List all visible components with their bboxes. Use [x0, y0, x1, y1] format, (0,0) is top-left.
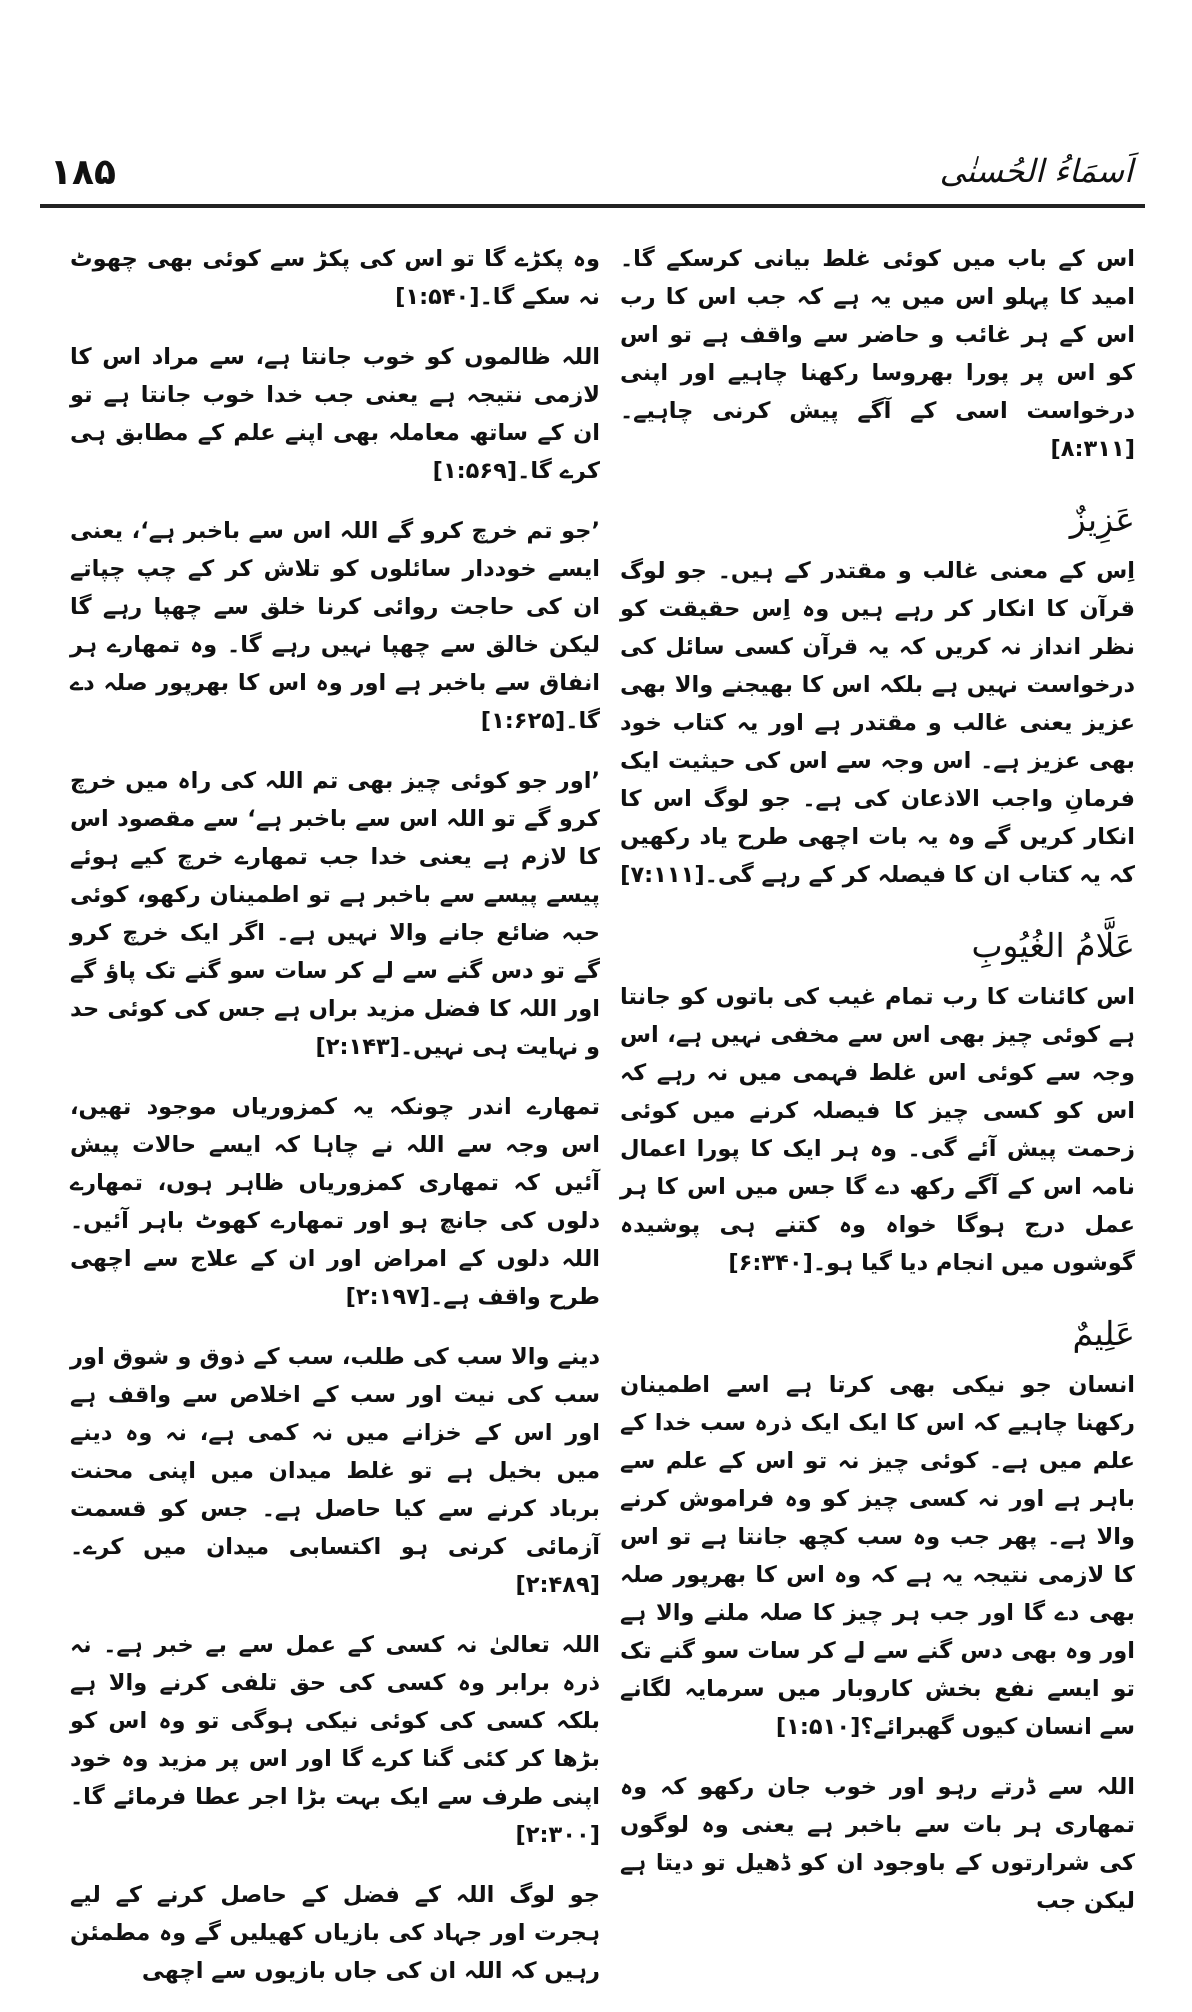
- section-heading-alim: عَلِیمٌ: [1072, 1314, 1135, 1353]
- section-heading-aziz: عَزِیزٌ: [1069, 500, 1135, 539]
- paragraph: اس کے باب میں کوئی غلط بیانی کرسکے گا۔ امید کا پہلو اس میں یہ ہے کہ جب اس کا رب اس کے ہر غائب و حاضر سے واقف ہے تو اس کو اس پر پورا بھروسا رکھنا چاہیے اور اپنی درخواست اسی کے آگے پیش کرنی چاہیے۔[۸:۳۱۱]: [620, 246, 1135, 462]
- paragraph: وہ پکڑے گا تو اس کی پکڑ سے کوئی بھی چھوٹ نہ سکے گا۔[۱:۵۴۰]: [70, 246, 600, 310]
- paragraph: انسان جو نیکی بھی کرتا ہے اسے اطمینان رکھنا چاہیے کہ اس کا ایک ایک ذرہ سب خدا کے علم میں ہے۔ کوئی چیز نہ تو اس کے علم سے باہر ہے اور نہ کسی چیز کو وہ فراموش کرنے والا ہے۔ پھر جب وہ سب کچھ جانتا ہے تو اس کا لازمی نتیجہ یہ ہے کہ وہ اس کا بھرپور صلہ بھی دے گا اور جب ہر چیز کا صلہ ملنے والا ہے اور وہ بھی دس گنے سے لے کر سات سو گنے تک تو ایسے نفع بخش کاروبار میں سرمایہ لگانے سے انسان کیوں گھبرائے؟[۱:۵۱۰]: [620, 1372, 1135, 1740]
- paragraph: اس کائنات کا رب تمام غیب کی باتوں کو جانتا ہے کوئی چیز بھی اس سے مخفی نہیں ہے، اس وجہ سے کوئی اس غلط فہمی میں نہ رہے کہ اس کو کسی چیز کا فیصلہ کرنے میں کوئی زحمت پیش آئے گی۔ وہ ہر ایک کا پورا اعمال نامہ اس کے آگے رکھ دے گا جس میں اس کا ہر عمل درج ہوگا خواہ وہ کتنے ہی پوشیدہ گوشوں میں انجام دیا گیا ہو۔[۶:۳۴۰]: [620, 984, 1135, 1276]
- header-divider: [40, 204, 1145, 208]
- paragraph: ’اور جو کوئی چیز بھی تم اللہ کی راہ میں خرچ کرو گے تو اللہ اس سے باخبر ہے‘ سے مقصود اس کا لازم ہے یعنی خدا جب تمھارے خرچ کیے ہوئے پیسے پیسے سے باخبر ہے تو اطمینان رکھو، کوئی حبہ ضائع جانے والا نہیں ہے۔ اگر ایک خرچ کرو گے تو دس گنے سے لے کر سات سو گنے تک پاؤ گے اور اللہ کا فضل مزید براں ہے جس کی کوئی حد و نہایت ہی نہیں۔[۲:۱۴۳]: [70, 768, 600, 1060]
- paragraph: اللہ تعالیٰ نہ کسی کے عمل سے بے خبر ہے۔ نہ ذرہ برابر وہ کسی کی حق تلفی کرنے والا ہے بلکہ کسی کی کوئی نیکی ہوگی تو وہ اس کو بڑھا کر کئی گنا کرے گا اور اس پر مزید وہ خود اپنی طرف سے ایک بہت بڑا اجر عطا فرمائے گا۔[۲:۳۰۰]: [70, 1632, 600, 1848]
- paragraph: اِس کے معنی غالب و مقتدر کے ہیں۔ جو لوگ قرآن کا انکار کر رہے ہیں وہ اِس حقیقت کو نظر انداز نہ کریں کہ یہ قرآن کسی سائل کی درخواست نہیں ہے بلکہ اس کا بھیجنے والا بھی عزیز یعنی غالب و مقتدر ہے اور یہ کتاب خود بھی عزیز ہے۔ اس وجہ سے اس کی حیثیت ایک فرمانِ واجب الاذعان کی ہے۔ جو لوگ اس کا انکار کریں گے وہ یہ بات اچھی طرح یاد رکھیں کہ یہ کتاب ان کا فیصلہ کر کے رہے گی۔[۷:۱۱۱]: [620, 558, 1135, 888]
- paragraph: ’جو تم خرچ کرو گے اللہ اس سے باخبر ہے‘، یعنی ایسے خوددار سائلوں کو تلاش کر کے چپ چپاتے ان کی حاجت روائی کرنا خلق سے چھپا رہے گا لیکن خالق سے چھپا نہیں رہے گا۔ وہ تمھارے ہر انفاق سے باخبر ہے اور وہ اس کا بھرپور صلہ دے گا۔[۱:۶۲۵]: [70, 518, 600, 734]
- section-heading-allam-ul-ghuyub: عَلَّامُ الغُیُوبِ: [971, 926, 1135, 965]
- paragraph: تمھارے اندر چونکہ یہ کمزوریاں موجود تھیں، اس وجہ سے اللہ نے چاہا کہ ایسے حالات پیش آئیں کہ تمھاری کمزوریاں ظاہر ہوں، تمھارے دلوں کی جانچ ہو اور تمھارے کھوٹ باہر آئیں۔ اللہ دلوں کے امراض اور ان کے علاج سے اچھی طرح واقف ہے۔[۲:۱۹۷]: [70, 1094, 600, 1310]
- page-header: [40, 150, 1145, 210]
- right-column: [620, 240, 1135, 1942]
- paragraph: جو لوگ اللہ کے فضل کے حاصل کرنے کے لیے ہجرت اور جہاد کی بازیاں کھیلیں گے وہ مطمئن رہیں کہ اللہ ان کی جاں بازیوں سے اچھی: [70, 1882, 600, 1984]
- running-title: اَسمَاءُ الحُسنٰی: [939, 152, 1133, 190]
- paragraph: دینے والا سب کی طلب، سب کے ذوق و شوق اور سب کی نیت اور سب کے اخلاص سے واقف ہے اور اس کے خزانے میں نہ کمی ہے، نہ وہ دینے میں بخیل ہے تو غلط میدان میں اپنی محنت برباد کرنے سے کیا حاصل ہے۔ جس کو قسمت آزمائی کرنی ہو اکتسابی میدان میں کرے۔[۲:۴۸۹]: [70, 1344, 600, 1598]
- paragraph: اللہ سے ڈرتے رہو اور خوب جان رکھو کہ وہ تمھاری ہر بات سے باخبر ہے یعنی وہ لوگوں کی شرارتوں کے باوجود ان کو ڈھیل تو دیتا ہے لیکن جب: [620, 1774, 1135, 1914]
- page-number: ۱۸۵: [50, 152, 116, 193]
- left-column: [70, 240, 600, 2012]
- paragraph: اللہ ظالموں کو خوب جانتا ہے، سے مراد اس کا لازمی نتیجہ ہے یعنی جب خدا خوب جانتا ہے تو ان کے ساتھ معاملہ بھی اپنے علم کے مطابق ہی کرے گا۔[۱:۵۶۹]: [70, 344, 600, 484]
